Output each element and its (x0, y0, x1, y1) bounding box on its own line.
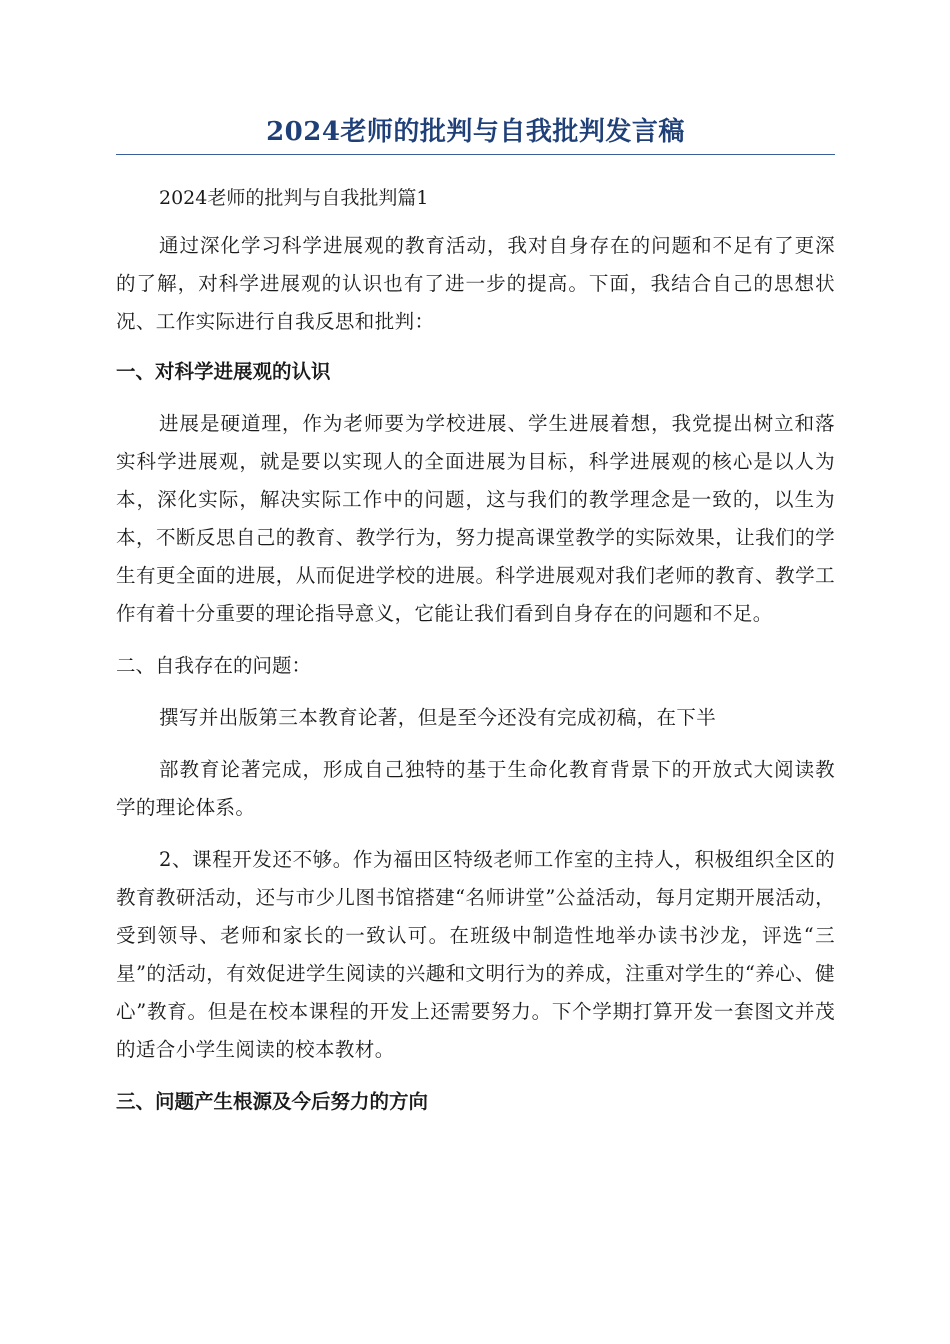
section-2-paragraph-3: 2、课程开发还不够。作为福田区特级老师工作室的主持人，积极组织全区的教育教研活动，还与市少儿图书馆搭建“名师讲堂”公益活动，每月定期开展活动，受到领导、老师和家长的一致认可。在班级中制造性地举办读书沙龙，评选“三星”的活动，有效促进学生阅读的兴趣和文明行为的养成，注重对学生的“养心、健心”教育。但是在校本课程的开发上还需要努力。下个学期打算开发一套图文并茂的适合小学生阅读的校本教材。 (116, 848, 835, 1061)
document-title: 2024老师的批判与自我批判发言稿 (266, 117, 685, 147)
section-2-paragraph-2: 部教育论著完成，形成自己独特的基于生命化教育背景下的开放式大阅读教学的理论体系。 (116, 758, 835, 819)
section-2-paragraph-1: 撰写并出版第三本教育论著，但是至今还没有完成初稿，在下半 (159, 706, 717, 729)
section-2-heading: 二、自我存在的问题： (116, 654, 312, 677)
section-1-heading: 一、对科学进展观的认识 (116, 360, 331, 383)
title-underline (116, 154, 835, 155)
section-3-heading: 三、问题产生根源及今后努力的方向 (116, 1090, 429, 1113)
document-subtitle: 2024老师的批判与自我批判篇1 (159, 187, 429, 209)
section-1-paragraph: 进展是硬道理，作为老师要为学校进展、学生进展着想，我党提出树立和落实科学进展观，就是要以实现人的全面进展为目标，科学进展观的核心是以人为本，深化实际，解决实际工作中的问题，这与我们的教学理念是一致的，以生为本，不断反思自己的教育、教学行为，努力提高课堂教学的实际效果，让我们的学生有更全面的进展，从而促进学校的进展。科学进展观对我们老师的教育、教学工作有着十分重要的理论指导意义，它能让我们看到自身存在的问题和不足。 (116, 412, 835, 625)
intro-paragraph: 通过深化学习科学进展观的教育活动，我对自身存在的问题和不足有了更深的了解，对科学进展观的认识也有了进一步的提高。下面，我结合自己的思想状况、工作实际进行自我反思和批判： (116, 234, 835, 333)
document-page (116, 110, 835, 1121)
